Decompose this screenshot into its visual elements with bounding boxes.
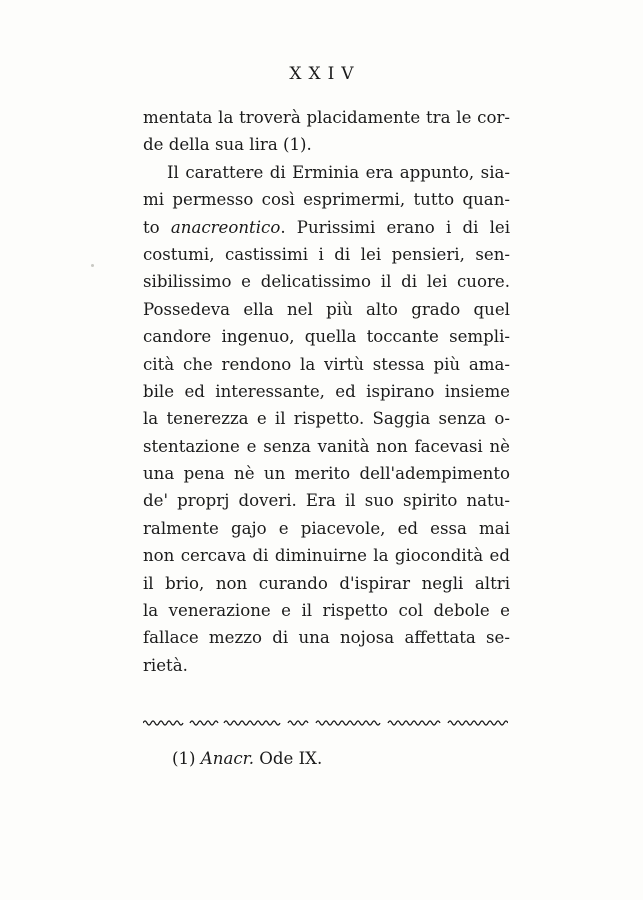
text-line: candore ingenuo, quella toccante sempli- [143,327,510,347]
text-line: cità che rendono la virtù stessa più ama- [143,354,510,374]
text-line: Il carattere di Erminia era appunto, sia- [167,162,510,182]
text-line: la venerazione e il rispetto col debole e [143,601,510,621]
text-line: bile ed interessante, ed ispirano insieme [143,381,510,401]
page-header-numeral: XXIV [289,64,361,84]
text-line: fallace mezzo di una nojosa affettata se- [143,628,510,648]
italic-word: anacreontico [170,217,281,237]
ornamental-wavy-rule [143,717,508,729]
text-line: de della sua lira (1). [143,135,312,155]
text-line: Possedeva ella nel più alto grado quel [143,299,510,319]
text-line: la tenerezza e il rispetto. Saggia senza o- [143,409,510,429]
text-line: stentazione e senza vanità non facevasi nè [143,436,510,456]
text-line: non cercava di diminuirne la giocondità ed [143,546,510,566]
text-line: de' proprj doveri. Era il suo spirito natu- [143,491,510,511]
text-line: il brio, non curando d'ispirar negli altri [143,573,510,593]
text-line: mi permesso così esprimermi, tutto quan- [143,190,510,210]
text-line [143,214,510,241]
text-line: una pena nè un merito dell'adempimento [143,464,510,484]
text-segment: to [143,217,171,237]
margin-speck [91,264,94,267]
footnote [172,747,322,771]
footnote-text: Ode IX. [254,749,323,768]
footnote-marker: (1) [172,749,201,768]
text-line: costumi, castissimi i di lei pensieri, sen- [143,244,510,264]
text-segment: . Purissimi erano i di lei [280,217,510,237]
body-text [143,104,510,679]
text-line: mentata la troverà placidamente tra le cor- [143,108,510,127]
text-line: rietà. [143,655,188,675]
text-line: sibilissimo e delicatissimo il di lei cuore. [143,272,510,292]
text-line: ralmente gajo e piacevole, ed essa mai [143,518,510,538]
footnote-source: Anacr. [200,749,255,768]
